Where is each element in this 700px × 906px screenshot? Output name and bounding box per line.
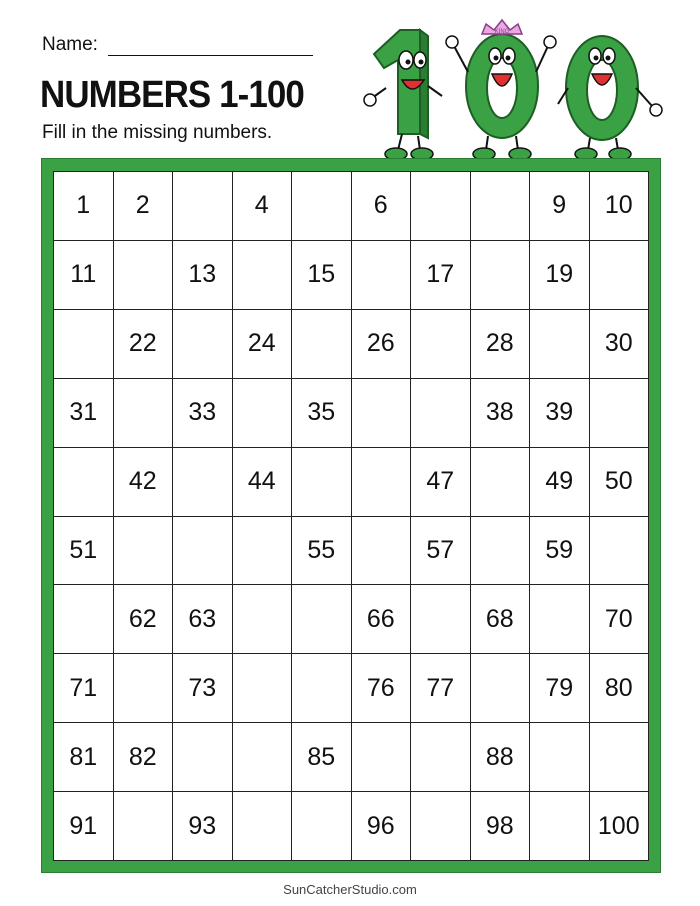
number-cell: 98 xyxy=(471,792,531,861)
blank-number-cell[interactable] xyxy=(590,723,650,792)
blank-number-cell[interactable] xyxy=(292,585,352,654)
blank-number-cell[interactable] xyxy=(292,448,352,517)
blank-number-cell[interactable] xyxy=(233,517,293,586)
number-cell: 93 xyxy=(173,792,233,861)
blank-number-cell[interactable] xyxy=(114,379,174,448)
blank-number-cell[interactable] xyxy=(590,379,650,448)
blank-number-cell[interactable] xyxy=(173,310,233,379)
blank-number-cell[interactable] xyxy=(471,172,531,241)
blank-number-cell[interactable] xyxy=(530,792,590,861)
number-cell: 91 xyxy=(54,792,114,861)
mascot-digit-zero-right xyxy=(558,36,662,160)
worksheet-title: NUMBERS 1-100 xyxy=(40,74,304,116)
blank-number-cell[interactable] xyxy=(411,723,471,792)
blank-number-cell[interactable] xyxy=(292,654,352,723)
number-cell: 85 xyxy=(292,723,352,792)
blank-number-cell[interactable] xyxy=(233,792,293,861)
number-cell: 1 xyxy=(54,172,114,241)
blank-number-cell[interactable] xyxy=(471,654,531,723)
number-cell: 6 xyxy=(352,172,412,241)
footer-credit: SunCatcherStudio.com xyxy=(283,882,417,897)
number-cell: 50 xyxy=(590,448,650,517)
mascot-digit-zero-middle xyxy=(446,20,556,160)
number-cell: 33 xyxy=(173,379,233,448)
number-cell: 82 xyxy=(114,723,174,792)
number-cell: 44 xyxy=(233,448,293,517)
number-cell: 10 xyxy=(590,172,650,241)
number-cell: 19 xyxy=(530,241,590,310)
number-cell: 73 xyxy=(173,654,233,723)
blank-number-cell[interactable] xyxy=(411,585,471,654)
blank-number-cell[interactable] xyxy=(114,241,174,310)
blank-number-cell[interactable] xyxy=(173,517,233,586)
number-cell: 13 xyxy=(173,241,233,310)
blank-number-cell[interactable] xyxy=(352,517,412,586)
mascot-digit-one xyxy=(364,30,442,160)
blank-number-cell[interactable] xyxy=(590,517,650,586)
number-cell: 31 xyxy=(54,379,114,448)
blank-number-cell[interactable] xyxy=(471,448,531,517)
number-cell: 80 xyxy=(590,654,650,723)
number-cell: 26 xyxy=(352,310,412,379)
number-cell: 42 xyxy=(114,448,174,517)
blank-number-cell[interactable] xyxy=(352,379,412,448)
name-label: Name: xyxy=(42,34,98,55)
number-cell: 59 xyxy=(530,517,590,586)
blank-number-cell[interactable] xyxy=(233,723,293,792)
blank-number-cell[interactable] xyxy=(233,379,293,448)
blank-number-cell[interactable] xyxy=(114,654,174,723)
number-cell: 35 xyxy=(292,379,352,448)
number-cell: 55 xyxy=(292,517,352,586)
mascot-100-illustration xyxy=(362,16,680,166)
blank-number-cell[interactable] xyxy=(54,585,114,654)
blank-number-cell[interactable] xyxy=(530,310,590,379)
name-blank-line[interactable] xyxy=(108,37,313,56)
blank-number-cell[interactable] xyxy=(233,241,293,310)
blank-number-cell[interactable] xyxy=(352,723,412,792)
number-cell: 4 xyxy=(233,172,293,241)
blank-number-cell[interactable] xyxy=(114,792,174,861)
blank-number-cell[interactable] xyxy=(173,172,233,241)
blank-number-cell[interactable] xyxy=(411,379,471,448)
svg-text:KING: KING xyxy=(494,29,510,35)
blank-number-cell[interactable] xyxy=(530,723,590,792)
blank-number-cell[interactable] xyxy=(54,310,114,379)
number-cell: 96 xyxy=(352,792,412,861)
hundreds-chart-grid xyxy=(53,171,649,861)
number-cell: 15 xyxy=(292,241,352,310)
number-cell: 100 xyxy=(590,792,650,861)
number-cell: 9 xyxy=(530,172,590,241)
number-cell: 77 xyxy=(411,654,471,723)
number-cell: 51 xyxy=(54,517,114,586)
number-cell: 68 xyxy=(471,585,531,654)
blank-number-cell[interactable] xyxy=(352,241,412,310)
worksheet-instructions: Fill in the missing numbers. xyxy=(42,122,273,143)
number-cell: 47 xyxy=(411,448,471,517)
number-cell: 28 xyxy=(471,310,531,379)
blank-number-cell[interactable] xyxy=(411,792,471,861)
blank-number-cell[interactable] xyxy=(173,448,233,517)
blank-number-cell[interactable] xyxy=(471,241,531,310)
number-cell: 88 xyxy=(471,723,531,792)
number-cell: 39 xyxy=(530,379,590,448)
blank-number-cell[interactable] xyxy=(292,172,352,241)
number-cell: 2 xyxy=(114,172,174,241)
number-cell: 22 xyxy=(114,310,174,379)
blank-number-cell[interactable] xyxy=(471,517,531,586)
blank-number-cell[interactable] xyxy=(530,585,590,654)
blank-number-cell[interactable] xyxy=(352,448,412,517)
blank-number-cell[interactable] xyxy=(233,585,293,654)
number-cell: 76 xyxy=(352,654,412,723)
number-cell: 11 xyxy=(54,241,114,310)
blank-number-cell[interactable] xyxy=(411,172,471,241)
blank-number-cell[interactable] xyxy=(292,310,352,379)
number-cell: 66 xyxy=(352,585,412,654)
number-cell: 57 xyxy=(411,517,471,586)
blank-number-cell[interactable] xyxy=(292,792,352,861)
number-cell: 79 xyxy=(530,654,590,723)
blank-number-cell[interactable] xyxy=(590,241,650,310)
number-cell: 81 xyxy=(54,723,114,792)
blank-number-cell[interactable] xyxy=(411,310,471,379)
blank-number-cell[interactable] xyxy=(54,448,114,517)
blank-number-cell[interactable] xyxy=(114,517,174,586)
number-cell: 49 xyxy=(530,448,590,517)
number-cell: 70 xyxy=(590,585,650,654)
blank-number-cell[interactable] xyxy=(173,723,233,792)
blank-number-cell[interactable] xyxy=(233,654,293,723)
number-cell: 71 xyxy=(54,654,114,723)
number-cell: 63 xyxy=(173,585,233,654)
number-cell: 62 xyxy=(114,585,174,654)
number-cell: 38 xyxy=(471,379,531,448)
name-field xyxy=(42,34,313,56)
number-cell: 24 xyxy=(233,310,293,379)
number-cell: 17 xyxy=(411,241,471,310)
number-cell: 30 xyxy=(590,310,650,379)
